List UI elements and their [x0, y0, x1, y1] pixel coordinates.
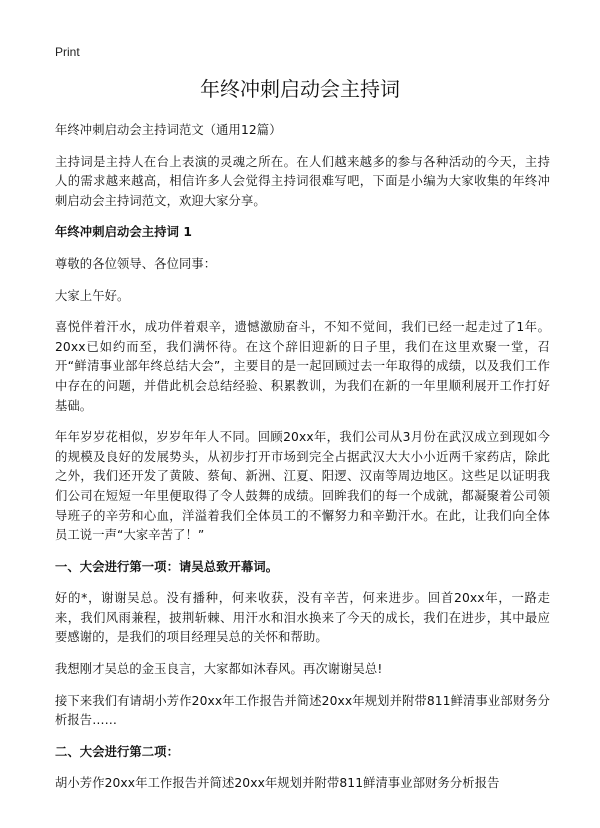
subtitle: 年终冲刺启动会主持词范文（通用12篇） [55, 123, 282, 137]
article-body [55, 121, 550, 806]
agenda-item-heading: 一、大会进行第一项：请吴总致开幕词。 [55, 559, 279, 574]
paragraph: 接下来我们有请胡小芳作20xx年工作报告并简述20xx年规划并附带811鲜清事业部财务分析报告…… [55, 693, 550, 728]
agenda-item-heading: 二、大会进行第二项： [55, 744, 179, 759]
print-link[interactable]: Print [55, 45, 80, 59]
greeting: 尊敬的各位领导、各位同事： [55, 256, 217, 271]
section-heading: 年终冲刺启动会主持词 1 [55, 225, 193, 240]
page-title: 年终冲刺启动会主持词 [200, 77, 400, 101]
paragraph: 我想刚才吴总的金玉良言，大家都如沐春风。再次谢谢吴总! [55, 662, 383, 677]
paragraph: 胡小芳作20xx年工作报告并简述20xx年规划并附带811鲜清事业部财务分析报告 [55, 776, 500, 791]
paragraph: 年年岁岁花相似，岁岁年年人不同。回顾20xx年，我们公司从3月份在武汉成立到现如今的规模及良好的发展势头，从初步打开市场到完全占据武汉大大小小近两千家药店，除此之外，我们还开发了黄陂、蔡甸、新洲、江夏、阳逻、汉南等周边地区。这些足以证明我们公司在短短一年里便取得了令人鼓舞的成绩。回眸我们的每一个成就，都凝聚着公司领导班子的辛劳和心血，洋溢着我们全体员工的不懈努力和辛勤汗水。在此，让我们向全体员工说一声“大家辛苦了！” [55, 430, 550, 543]
paragraph: 好的*，谢谢吴总。没有播种，何来收获，没有辛苦，何来进步。回首20xx年，一路走来，我们风雨兼程，披荆斩棘、用汗水和泪水换来了今天的成长，我们在进步，其中最应要感谢的，是我们的项目经理吴总的关怀和帮助。 [55, 591, 550, 645]
salutation: 大家上午好。 [55, 288, 130, 303]
intro-paragraph: 主持词是主持人在台上表演的灵魂之所在。在人们越来越多的参与各种活动的今天，主持人的需求越来越高，相信许多人会觉得主持词很难写吧，下面是小编为大家收集的年终冲刺启动会主持词范文，欢迎大家分享。 [55, 154, 550, 208]
paragraph: 喜悦伴着汗水，成功伴着艰辛，遗憾激励奋斗，不知不觉间，我们已经一起走过了1年。20xx已如约而至，我们满怀待。在这个辞旧迎新的日子里，我们在这里欢聚一堂，召开“鲜清事业部年终总结大会”，主要目的是一起回顾过去一年取得的成绩，以及我们工作中存在的问题，并借此机会总结经验、积累教训，为我们在新的一年里顺利展开工作打好基础。 [55, 320, 550, 413]
